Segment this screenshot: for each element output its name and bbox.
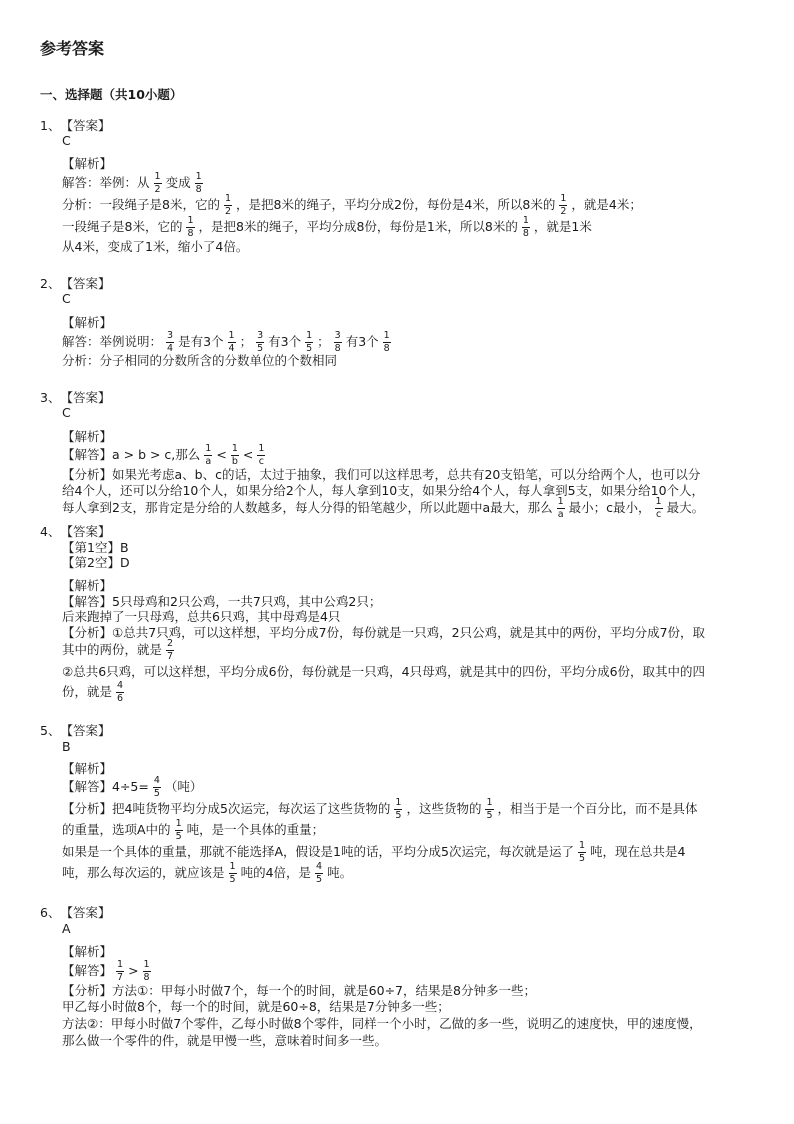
- text-segment: 份，就是: [62, 684, 113, 699]
- fraction: [557, 497, 565, 519]
- fraction-numerator: 1: [154, 171, 161, 182]
- fraction-denominator: b: [231, 455, 238, 467]
- analysis-label: 【解析】: [62, 315, 113, 330]
- text-segment: 【解答】4÷5=: [62, 779, 149, 794]
- text-segment: ②总共6只鸡，可以这样想，平均分成6份，每份就是一只鸡，4只母鸡，就是其中的四份，平均分成6份，取其中的四: [62, 664, 706, 679]
- fraction-numerator: 3: [257, 330, 264, 341]
- fraction-denominator: c: [258, 455, 264, 467]
- text-segment: 吨的4倍，是: [240, 865, 312, 880]
- section-heading: 一、选择题（共10小题）: [40, 87, 183, 102]
- analysis-line: [62, 237, 248, 257]
- analysis-line: [62, 332, 395, 352]
- question-number: 5、: [40, 723, 61, 738]
- text-segment: 每人拿到2支，那肯定是分给的人数越多，每人分得的铅笔越少，所以此题中a最大，那么: [62, 500, 553, 515]
- analysis-line: [62, 863, 352, 883]
- fraction-numerator: 2: [167, 638, 174, 649]
- question-3-answer-heading: [40, 388, 110, 408]
- text-segment: 解答：举例说明：: [62, 334, 163, 349]
- fraction-numerator: 1: [224, 193, 232, 204]
- analysis-line: [62, 777, 202, 797]
- fraction-denominator: 8: [334, 342, 341, 354]
- fraction-numerator: 1: [117, 959, 124, 970]
- text-segment: 【分析】方法①：甲每小时做7个，每一个的时间，就是60÷7，结果是8分钟多一些；: [62, 983, 536, 998]
- fraction: [578, 841, 586, 863]
- analysis-line: [62, 640, 178, 660]
- answer-value: 【第1空】B: [62, 540, 129, 555]
- text-segment: 那么做一个零件的件，就是甲慢一些，意味着时间多一些。: [62, 1033, 388, 1048]
- fraction-numerator: 1: [228, 330, 235, 341]
- analysis-line: [62, 217, 592, 237]
- text-segment: 变成: [165, 175, 191, 190]
- question-2-answer-heading: [40, 274, 110, 294]
- fraction-denominator: 5: [257, 342, 264, 354]
- text-segment: 其中的两份，就是: [62, 642, 163, 657]
- fraction: [305, 331, 313, 353]
- fraction-numerator: 1: [175, 818, 182, 829]
- text-segment: 吨，现在总共是4: [590, 844, 686, 859]
- fraction-denominator: 7: [117, 971, 124, 983]
- fraction: [153, 776, 161, 798]
- fraction: [116, 960, 124, 982]
- text-segment: 从4米，变成了1米，缩小了4倍。: [62, 239, 249, 254]
- question-number: 2、: [40, 276, 61, 291]
- fraction-numerator: 1: [383, 330, 390, 341]
- fraction: [228, 331, 236, 353]
- text-segment: 最小；c最小，: [568, 500, 651, 515]
- analysis-line: [62, 961, 155, 981]
- fraction-numerator: 1: [306, 330, 313, 341]
- analysis-line: [62, 173, 207, 193]
- fraction: [195, 172, 203, 194]
- text-segment: <: [216, 447, 227, 462]
- fraction-numerator: 4: [117, 680, 124, 691]
- text-segment: 分析：一段绳子是8米，它的: [62, 197, 220, 212]
- question-number: 4、: [40, 524, 61, 539]
- fraction: [655, 497, 663, 519]
- fraction: [383, 331, 391, 353]
- fraction: [166, 331, 174, 353]
- fraction-denominator: 8: [383, 342, 390, 354]
- question-6-answer-heading: [40, 903, 110, 923]
- fraction-denominator: 5: [306, 342, 313, 354]
- text-segment: ，相当于是一个百分比，而不是具体: [497, 801, 698, 816]
- question-number: 6、: [40, 905, 61, 920]
- text-segment: 【解答】a > b > c,那么: [62, 447, 201, 462]
- fraction: [186, 216, 194, 238]
- text-segment: 【解答】: [62, 963, 113, 978]
- analysis-line: [62, 662, 705, 682]
- fraction-numerator: 1: [205, 443, 212, 454]
- question-number: 3、: [40, 390, 61, 405]
- text-segment: ，这些货物的: [406, 801, 482, 816]
- fraction: [116, 681, 124, 703]
- answer-value: C: [62, 133, 71, 148]
- analysis-label: 【解析】: [62, 429, 113, 444]
- fraction-numerator: 1: [578, 840, 586, 851]
- fraction: [334, 331, 342, 353]
- text-segment: ；: [239, 334, 253, 349]
- text-segment: （吨）: [164, 779, 203, 794]
- fraction-denominator: 8: [522, 227, 529, 239]
- fraction-denominator: 7: [167, 650, 174, 662]
- fraction-numerator: 1: [395, 797, 402, 808]
- fraction-numerator: 1: [229, 861, 236, 872]
- fraction-denominator: 2: [224, 205, 232, 217]
- fraction-denominator: 8: [195, 183, 202, 195]
- fraction-numerator: 1: [557, 496, 564, 507]
- text-segment: 后来跑掉了一只母鸡，总共6只鸡，其中母鸡是4只: [62, 609, 341, 624]
- fraction-denominator: 4: [228, 342, 235, 354]
- fraction: [394, 798, 402, 820]
- analysis-line: [62, 351, 337, 371]
- text-segment: 一段绳子是8米，它的: [62, 219, 183, 234]
- analysis-line: [62, 445, 269, 465]
- fraction-numerator: 1: [560, 193, 567, 204]
- fraction-denominator: 5: [229, 873, 236, 885]
- text-segment: 方法②：甲每小时做7个零件，乙每小时做8个零件，同样一个小时，乙做的多一些，说明乙的速度快，甲的速度慢，: [62, 1016, 702, 1031]
- fraction-denominator: 2: [560, 205, 567, 217]
- fraction: [231, 444, 239, 466]
- text-segment: 是有3个: [178, 334, 224, 349]
- fraction: [224, 194, 232, 216]
- fraction-numerator: 1: [187, 215, 194, 226]
- text-segment: ，就是4米；: [571, 197, 642, 212]
- fraction-denominator: 4: [167, 342, 174, 354]
- text-segment: >: [128, 963, 139, 978]
- fraction-numerator: 4: [316, 861, 323, 872]
- fraction: [143, 960, 151, 982]
- fraction-denominator: 6: [117, 692, 124, 704]
- fraction-denominator: a: [205, 455, 212, 467]
- fraction: [166, 639, 174, 661]
- fraction-numerator: 1: [231, 443, 238, 454]
- fraction-numerator: 1: [143, 959, 150, 970]
- fraction: [154, 172, 162, 194]
- text-segment: 解答：举例：从: [62, 175, 150, 190]
- text-segment: <: [242, 447, 254, 462]
- analysis-line: [62, 799, 698, 819]
- analysis-label: 【解析】: [62, 578, 113, 593]
- fraction: [175, 819, 183, 841]
- answer-value: C: [62, 405, 71, 420]
- text-segment: 给4个人，还可以分给10个人，如果分给2个人，每人拿到10支，如果分给4个人，每人拿到5支，如果分给10个人，: [62, 483, 705, 498]
- question-1-answer-heading: [40, 116, 110, 136]
- fraction-denominator: 8: [143, 971, 150, 983]
- text-segment: 吨。: [327, 865, 353, 880]
- answer-value: 【第2空】D: [62, 555, 130, 570]
- analysis-label: 【解析】: [62, 156, 113, 171]
- fraction: [315, 862, 323, 884]
- text-segment: 【解答】5只母鸡和2只公鸡，一共7只鸡，其中公鸡2只；: [62, 594, 382, 609]
- fraction: [485, 798, 493, 820]
- fraction-numerator: 3: [167, 330, 174, 341]
- analysis-label: 【解析】: [62, 761, 113, 776]
- answer-label: 【答案】: [60, 524, 111, 539]
- fraction-denominator: 5: [578, 852, 586, 864]
- fraction-denominator: 2: [154, 183, 161, 195]
- fraction: [204, 444, 212, 466]
- fraction: [256, 331, 264, 353]
- text-segment: ，就是1米: [533, 219, 592, 234]
- fraction-numerator: 1: [258, 443, 265, 454]
- question-number: 1、: [40, 118, 61, 133]
- text-segment: 最大。: [666, 500, 705, 515]
- fraction: [559, 194, 567, 216]
- fraction-numerator: 1: [195, 171, 202, 182]
- fraction-numerator: 3: [334, 330, 341, 341]
- analysis-line: [62, 682, 128, 702]
- answer-label: 【答案】: [60, 118, 111, 133]
- text-segment: 有3个: [268, 334, 302, 349]
- text-segment: 吨，是一个具体的重量；: [186, 822, 325, 837]
- analysis-line: [62, 195, 642, 215]
- fraction: [522, 216, 530, 238]
- text-segment: 的重量，选项A中的: [62, 822, 171, 837]
- fraction-denominator: 8: [187, 227, 194, 239]
- text-segment: 【分析】把4吨货物平均分成5次运完，每次运了这些货物的: [62, 801, 391, 816]
- text-segment: 有3个: [345, 334, 379, 349]
- answer-label: 【答案】: [60, 905, 111, 920]
- fraction-denominator: c: [655, 508, 662, 520]
- answer-label: 【答案】: [60, 723, 111, 738]
- question-5-answer-heading: [40, 721, 110, 741]
- text-segment: ，是把8米的绳子，平均分成8份，每份是1米，所以8米的: [198, 219, 518, 234]
- text-segment: ；: [317, 334, 330, 349]
- answer-value: C: [62, 291, 71, 306]
- answer-label: 【答案】: [60, 390, 111, 405]
- text-segment: 【分析】如果光考虑a、b、c的话，太过于抽象，我们可以这样思考，总共有20支铅笔，可以分给两个人，也可以分: [62, 467, 701, 482]
- answer-value: B: [62, 739, 71, 754]
- fraction-numerator: 1: [522, 215, 529, 226]
- text-segment: 分析：分子相同的分数所含的分数单位的个数相同: [62, 353, 338, 368]
- text-segment: 【分析】①总共7只鸡，可以这样想，平均分成7份，每份就是一只鸡，2只公鸡，就是其中的两份，平均分成7份，取: [62, 625, 706, 640]
- fraction-denominator: 5: [153, 787, 160, 799]
- text-segment: ，是把8米的绳子，平均分成2份，每份是4米，所以8米的: [236, 197, 556, 212]
- fraction-denominator: 5: [316, 873, 323, 885]
- analysis-line: [62, 842, 685, 862]
- fraction-denominator: 5: [395, 809, 402, 821]
- text-segment: 甲乙每小时做8个，每一个的时间，就是60÷8，结果是7分钟多一些；: [62, 999, 450, 1014]
- fraction-numerator: 4: [153, 775, 160, 786]
- answer-value: A: [62, 921, 71, 936]
- text-segment: 如果是一个具体的重量，那就不能选择A，假设是1吨的话，平均分成5次运完，每次就是运了: [62, 844, 574, 859]
- fraction: [229, 862, 237, 884]
- fraction-denominator: 5: [175, 830, 182, 842]
- fraction-numerator: 1: [486, 797, 493, 808]
- analysis-line: [62, 1031, 387, 1051]
- fraction-denominator: 5: [486, 809, 493, 821]
- answer-label: 【答案】: [60, 276, 111, 291]
- analysis-line: [62, 498, 704, 518]
- analysis-line: [62, 820, 324, 840]
- fraction-denominator: a: [557, 508, 564, 520]
- text-segment: 吨，那么每次运的，就应该是: [62, 865, 225, 880]
- fraction: [257, 444, 265, 466]
- page-title: 参考答案: [40, 39, 105, 58]
- fraction-numerator: 1: [655, 496, 662, 507]
- analysis-label: 【解析】: [62, 944, 113, 959]
